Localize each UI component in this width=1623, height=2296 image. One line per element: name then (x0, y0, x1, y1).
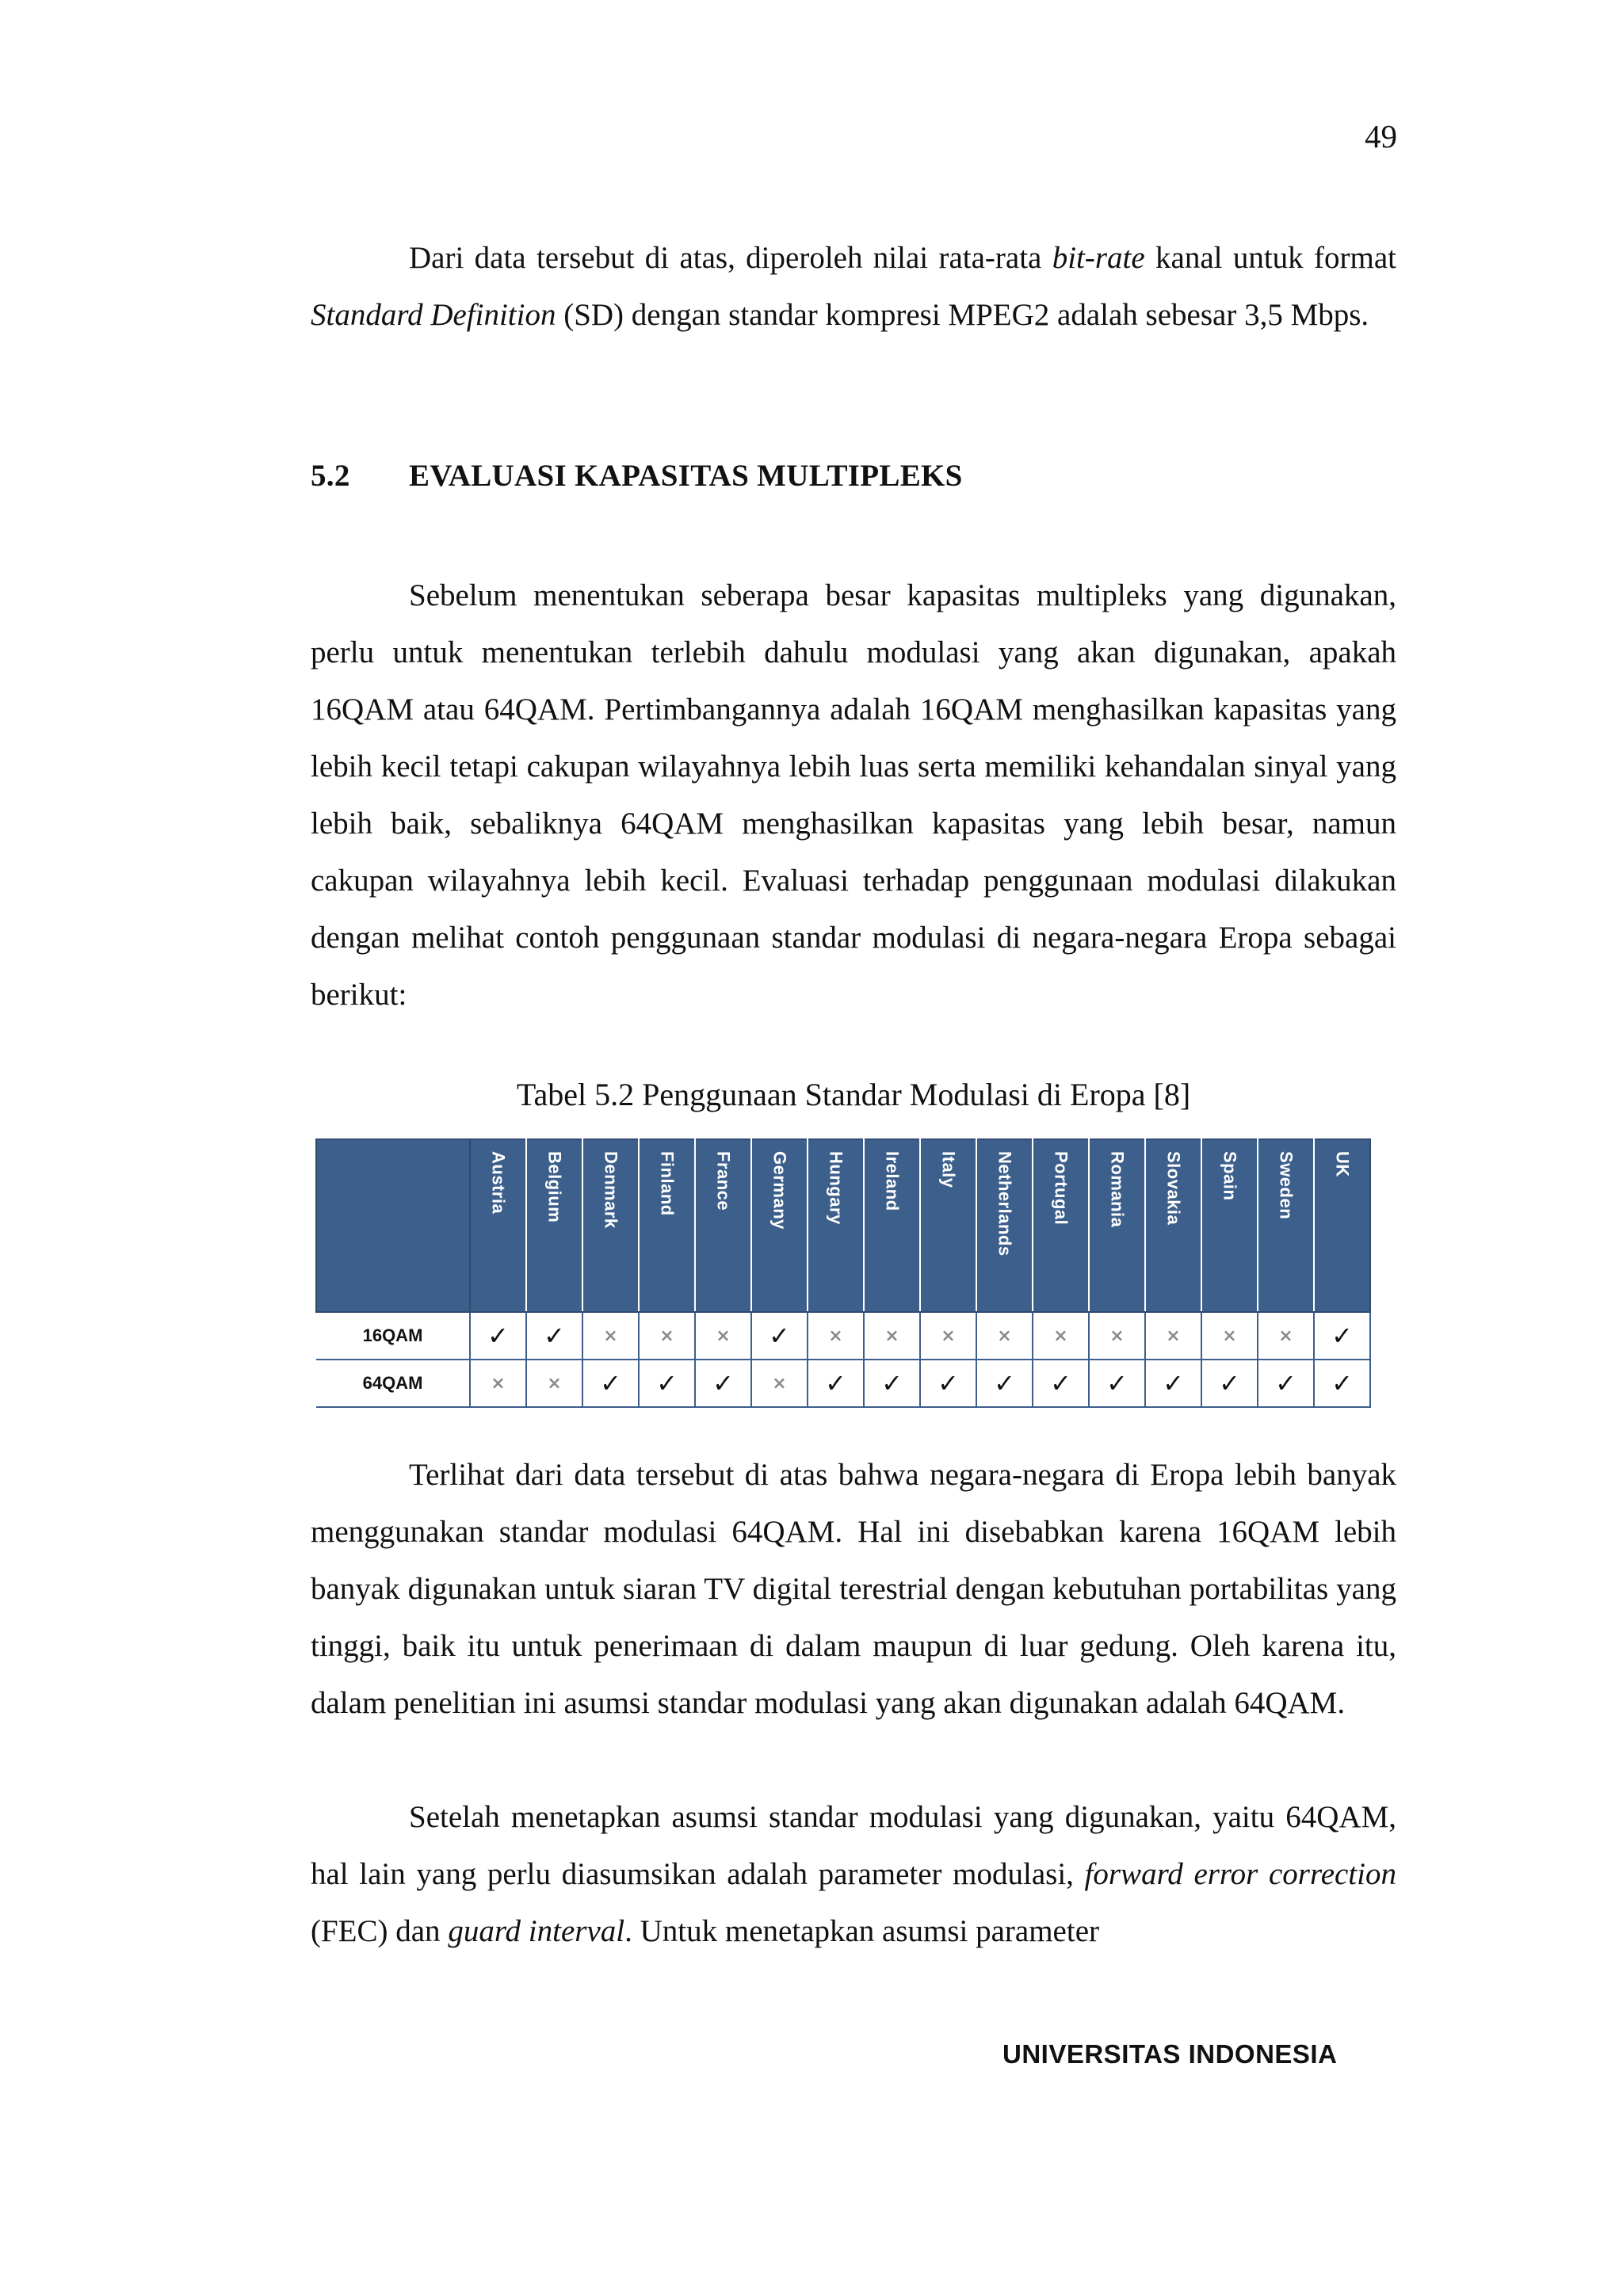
country-label: Portugal (1051, 1151, 1071, 1226)
para1-text-2: kanal untuk format (1144, 241, 1396, 275)
table-cell (1314, 1312, 1370, 1360)
cross-icon: × (603, 1325, 618, 1346)
check-icon: ✓ (656, 1368, 678, 1398)
check-icon: ✓ (1331, 1368, 1353, 1398)
table-header-row (316, 1139, 1370, 1312)
table-cell (1258, 1360, 1314, 1407)
country-label: Finland (657, 1151, 678, 1216)
section-heading (311, 458, 963, 494)
country-label: Hungary (826, 1151, 846, 1225)
para3-text: Terlihat dari data tersebut di atas bahwa negara-negara di Eropa lebih banyak menggunakan standar modulasi 64QAM. Hal ini disebabkan karena 16QAM lebih banyak digunakan untuk siaran TV digital terestrial dengan kebutuhan portabilitas yang tinggi, baik itu untuk penerimaan di dalam maupun di luar gedung. Oleh karena itu, dalam penelitian ini asumsi standar modulasi yang akan digunakan adalah 64QAM. (311, 1458, 1396, 1720)
check-icon: ✓ (487, 1321, 509, 1351)
table-cell (582, 1360, 639, 1407)
country-header (639, 1139, 695, 1312)
country-label: Netherlands (995, 1151, 1015, 1257)
country-header (470, 1139, 526, 1312)
table-cell (1033, 1312, 1089, 1360)
para4-text-1: Setelah menetapkan asumsi standar modulasi yang digunakan, yaitu 64QAM, hal lain yang perlu diasumsikan adalah parameter modulasi, (311, 1800, 1396, 1891)
para1-text-1: Dari data tersebut di atas, diperoleh nilai rata-rata (409, 241, 1052, 275)
cross-icon: × (997, 1325, 1012, 1346)
table-cell (976, 1360, 1033, 1407)
table-corner-cell (316, 1139, 470, 1312)
cross-icon: × (828, 1325, 843, 1346)
country-header (695, 1139, 751, 1312)
table-cell (976, 1312, 1033, 1360)
check-icon: ✓ (769, 1321, 790, 1351)
country-label: Denmark (601, 1151, 621, 1229)
country-header (976, 1139, 1033, 1312)
check-icon: ✓ (1219, 1368, 1240, 1398)
para2-text: Sebelum menentukan seberapa besar kapasitas multipleks yang digunakan, perlu untuk menentukan terlebih dahulu modulasi yang akan digunakan, apakah 16QAM atau 64QAM. Pertimbangannya adalah 16QAM menghasilkan kapasitas yang lebih kecil tetapi cakupan wilayahnya lebih luas serta memiliki kehandalan sinyal yang lebih baik, sebaliknya 64QAM menghasilkan kapasitas yang lebih besar, namun cakupan wilayahnya lebih kecil. Evaluasi terhadap penggunaan modulasi dilakukan dengan melihat contoh penggunaan standar modulasi di negara-negara Eropa sebagai berikut: (311, 578, 1396, 1012)
check-icon: ✓ (600, 1368, 621, 1398)
table-cell (470, 1360, 526, 1407)
cross-icon: × (1053, 1325, 1068, 1346)
cross-icon: × (1166, 1325, 1181, 1346)
country-header (808, 1139, 864, 1312)
country-label: France (713, 1151, 734, 1211)
cross-icon: × (491, 1373, 506, 1394)
table-cell (1314, 1360, 1370, 1407)
country-header (751, 1139, 808, 1312)
table-cell (808, 1312, 864, 1360)
table-cell (1145, 1360, 1201, 1407)
table-cell (470, 1312, 526, 1360)
country-header (1033, 1139, 1089, 1312)
cross-icon: × (884, 1325, 899, 1346)
footer-university: UNIVERSITAS INDONESIA (1002, 2039, 1338, 2069)
table-cell (751, 1312, 808, 1360)
paragraph-multiplex-intro (311, 567, 1396, 1024)
check-icon: ✓ (994, 1368, 1015, 1398)
paragraph-parameters (311, 1789, 1396, 1960)
table-caption: Tabel 5.2 Penggunaan Standar Modulasi di Eropa [8] (516, 1077, 1191, 1112)
country-header (582, 1139, 639, 1312)
cross-icon: × (772, 1373, 787, 1394)
table-row (316, 1360, 1370, 1407)
table-cell (1089, 1312, 1145, 1360)
cross-icon: × (1222, 1325, 1237, 1346)
check-icon: ✓ (881, 1368, 903, 1398)
modulation-table (315, 1138, 1371, 1408)
table-cell (920, 1312, 976, 1360)
table-cell (639, 1360, 695, 1407)
country-header (864, 1139, 920, 1312)
country-header (1258, 1139, 1314, 1312)
table-cell (1033, 1360, 1089, 1407)
page-number: 49 (1365, 118, 1397, 154)
table-cell (864, 1312, 920, 1360)
table-cell (1089, 1360, 1145, 1407)
paragraph-conclusion (311, 1447, 1396, 1732)
cross-icon: × (1109, 1325, 1125, 1346)
row-label: 16QAM (316, 1312, 470, 1360)
check-icon: ✓ (1106, 1368, 1128, 1398)
para4-text-2: (FEC) dan (311, 1914, 449, 1948)
paragraph-bitrate (311, 230, 1396, 344)
table-cell (695, 1312, 751, 1360)
cross-icon: × (941, 1325, 956, 1346)
para1-italic-2: Standard Definition (311, 298, 556, 332)
country-header (920, 1139, 976, 1312)
table-cell (864, 1360, 920, 1407)
table-body (316, 1312, 1370, 1407)
country-header (1314, 1139, 1370, 1312)
cross-icon: × (1278, 1325, 1293, 1346)
country-label: Sweden (1276, 1151, 1296, 1220)
para4-italic-2: guard interval (448, 1914, 625, 1948)
check-icon: ✓ (544, 1321, 565, 1351)
row-label: 64QAM (316, 1360, 470, 1407)
country-label: Romania (1107, 1151, 1128, 1228)
table-cell (1145, 1312, 1201, 1360)
country-label: Germany (769, 1151, 790, 1230)
check-icon: ✓ (1331, 1321, 1353, 1351)
country-header (1089, 1139, 1145, 1312)
check-icon: ✓ (938, 1368, 959, 1398)
country-label: UK (1332, 1151, 1353, 1177)
section-number: 5.2 (311, 459, 350, 493)
section-title: EVALUASI KAPASITAS MULTIPLEKS (409, 459, 963, 493)
table-cell (526, 1360, 582, 1407)
table-cell (920, 1360, 976, 1407)
para1-text-3: (SD) dengan standar kompresi MPEG2 adalah sebesar 3,5 Mbps. (556, 298, 1369, 332)
country-header (526, 1139, 582, 1312)
check-icon: ✓ (1163, 1368, 1184, 1398)
country-label: Spain (1220, 1151, 1240, 1201)
country-label: Austria (488, 1151, 509, 1215)
cross-icon: × (547, 1373, 562, 1394)
country-label: Slovakia (1163, 1151, 1184, 1226)
country-header (1201, 1139, 1258, 1312)
table-cell (582, 1312, 639, 1360)
check-icon: ✓ (1275, 1368, 1296, 1398)
table-cell (1201, 1312, 1258, 1360)
table-cell (1258, 1312, 1314, 1360)
table-cell (1201, 1360, 1258, 1407)
check-icon: ✓ (1050, 1368, 1071, 1398)
table-cell (695, 1360, 751, 1407)
country-header (1145, 1139, 1201, 1312)
para4-italic-1: forward error correction (1084, 1857, 1396, 1891)
country-label: Ireland (882, 1151, 903, 1211)
cross-icon: × (716, 1325, 731, 1346)
country-label: Italy (938, 1151, 959, 1188)
country-label: Belgium (544, 1151, 565, 1223)
check-icon: ✓ (712, 1368, 734, 1398)
para1-italic-1: bit-rate (1052, 241, 1145, 275)
table-cell (526, 1312, 582, 1360)
table-cell (639, 1312, 695, 1360)
cross-icon: × (659, 1325, 674, 1346)
table-row (316, 1312, 1370, 1360)
table-cell (751, 1360, 808, 1407)
table-cell (808, 1360, 864, 1407)
para4-text-3: . Untuk menetapkan asumsi parameter (624, 1914, 1099, 1948)
check-icon: ✓ (825, 1368, 846, 1398)
